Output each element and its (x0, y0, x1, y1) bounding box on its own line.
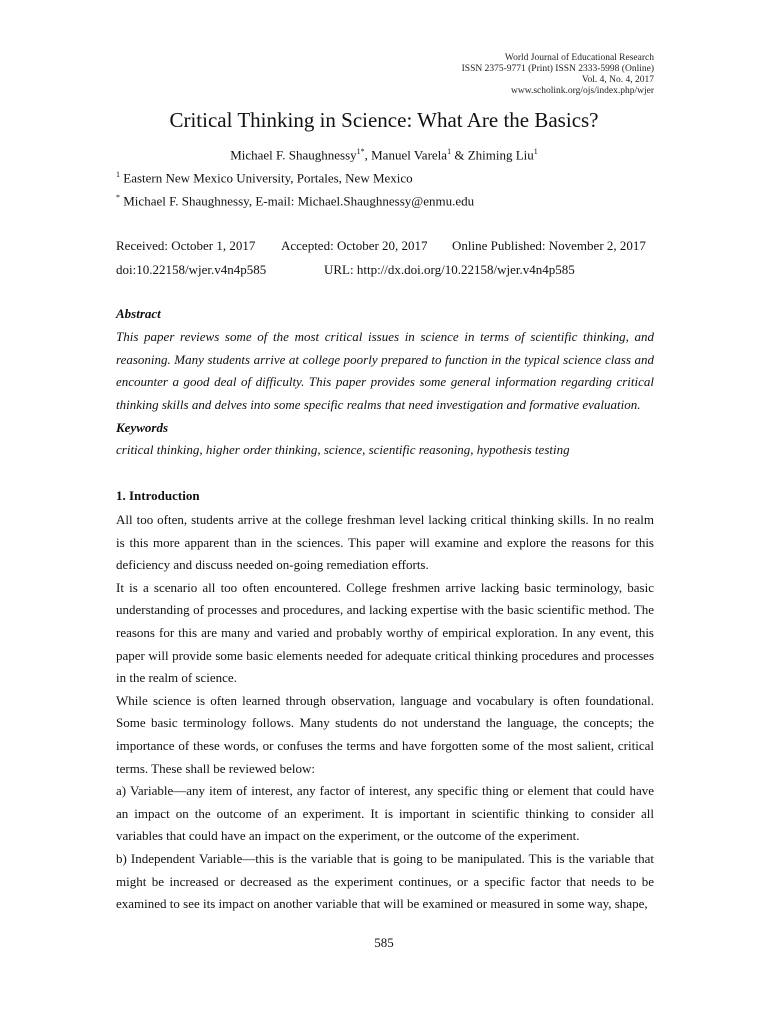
author-name: Manuel Varela (371, 147, 448, 163)
keywords-text: critical thinking, higher order thinking, science, scientific reasoning, hypothesis testing (116, 442, 570, 457)
published-date: Online Published: November 2, 2017 (452, 238, 646, 253)
body-paragraph: While science is often learned through observation, language and vocabulary is often foundational. Some basic terminology follows. Many students do not understand the language, the concepts; the importance of these words, or confuses the terms and have forgotten some of the most salient, critical terms. These shall be reviewed below: (116, 692, 654, 776)
page-number: 585 (374, 935, 394, 950)
keywords-heading: Keywords (116, 420, 168, 435)
section-heading: 1. Introduction (116, 488, 200, 503)
author-list (0, 147, 768, 163)
abstract-text: This paper reviews some of the most critical issues in science in terms of scientific thinking, and reasoning. Many students arrive at college poorly prepared to function in the typical science class and encounter a good deal of difficulty. This paper provides some general information regarding critical thinking skills and delves into some specific realms that need investigation and formative evaluation. (116, 329, 654, 412)
author-name: Zhiming Liu (467, 147, 534, 163)
paper-title: Critical Thinking in Science: What Are the Basics? (169, 108, 599, 132)
body-paragraph: All too often, students arrive at the college freshman level lacking critical thinking skills. In no realm is this more apparent than in the sciences. This paper will examine and explore the reasons for this deficiency and discuss needed on-going remediation efforts. (116, 512, 654, 573)
author-affiliation-marker: 1* (356, 147, 365, 156)
correspondence (116, 193, 474, 209)
body-paragraph: a) Variable—any item of interest, any factor of interest, any specific thing or element that could have an impact on the outcome of an experiment. It is important in scientific thinking to consider all variables that could have an impact on the experiment, or the outcome of the experiment. (116, 783, 654, 844)
author-name: Michael F. Shaughnessy (230, 147, 357, 163)
journal-volume: Vol. 4, No. 4, 2017 (581, 75, 654, 85)
body-paragraph: It is a scenario all too often encountered. College freshmen arrive lacking basic terminology, basic understanding of processes and procedures, and lacking expertise with the basic scientific method. The reasons for this are many and varied and probably worthy of empirical exploration. In any event, this paper will provide some basic elements needed for adequate critical thinking procedures and processes in the realm of science. (116, 579, 654, 686)
affiliation (116, 170, 413, 186)
body-paragraph: b) Independent Variable—this is the variable that is going to be manipulated. This is the variable that might be increased or decreased as the experiment continues, or a specific factor that needs to be examined to see its impact on another variable that will be examined or measured in some way, shape, (116, 850, 654, 912)
section-body (116, 509, 654, 916)
accepted-date: Accepted: October 20, 2017 (281, 238, 428, 253)
journal-issn: ISSN 2375-9771 (Print) ISSN 2333-5998 (Online) (461, 64, 654, 74)
affiliation-text: Eastern New Mexico University, Portales, New Mexico (123, 170, 413, 186)
author-affiliation-marker: 1 (533, 147, 538, 156)
journal-name: World Journal of Educational Research (504, 53, 654, 63)
correspondence-text: Michael F. Shaughnessy, E-mail: Michael.Shaughnessy@enmu.edu (123, 193, 475, 209)
journal-url[interactable]: www.scholink.org/ojs/index.php/wjer (510, 86, 654, 96)
journal-header (462, 53, 654, 97)
correspondence-marker: * (116, 193, 120, 202)
author-separator: , (364, 147, 372, 163)
affiliation-marker: 1 (116, 170, 120, 179)
received-date: Received: October 1, 2017 (116, 238, 256, 253)
abstract-heading: Abstract (116, 306, 161, 321)
doi: doi:10.22158/wjer.v4n4p585 (116, 262, 267, 277)
doi-url-link[interactable]: URL: http://dx.doi.org/10.22158/wjer.v4n4p585 (324, 262, 575, 277)
author-affiliation-marker: 1 (447, 147, 452, 156)
author-separator: & (451, 147, 468, 163)
